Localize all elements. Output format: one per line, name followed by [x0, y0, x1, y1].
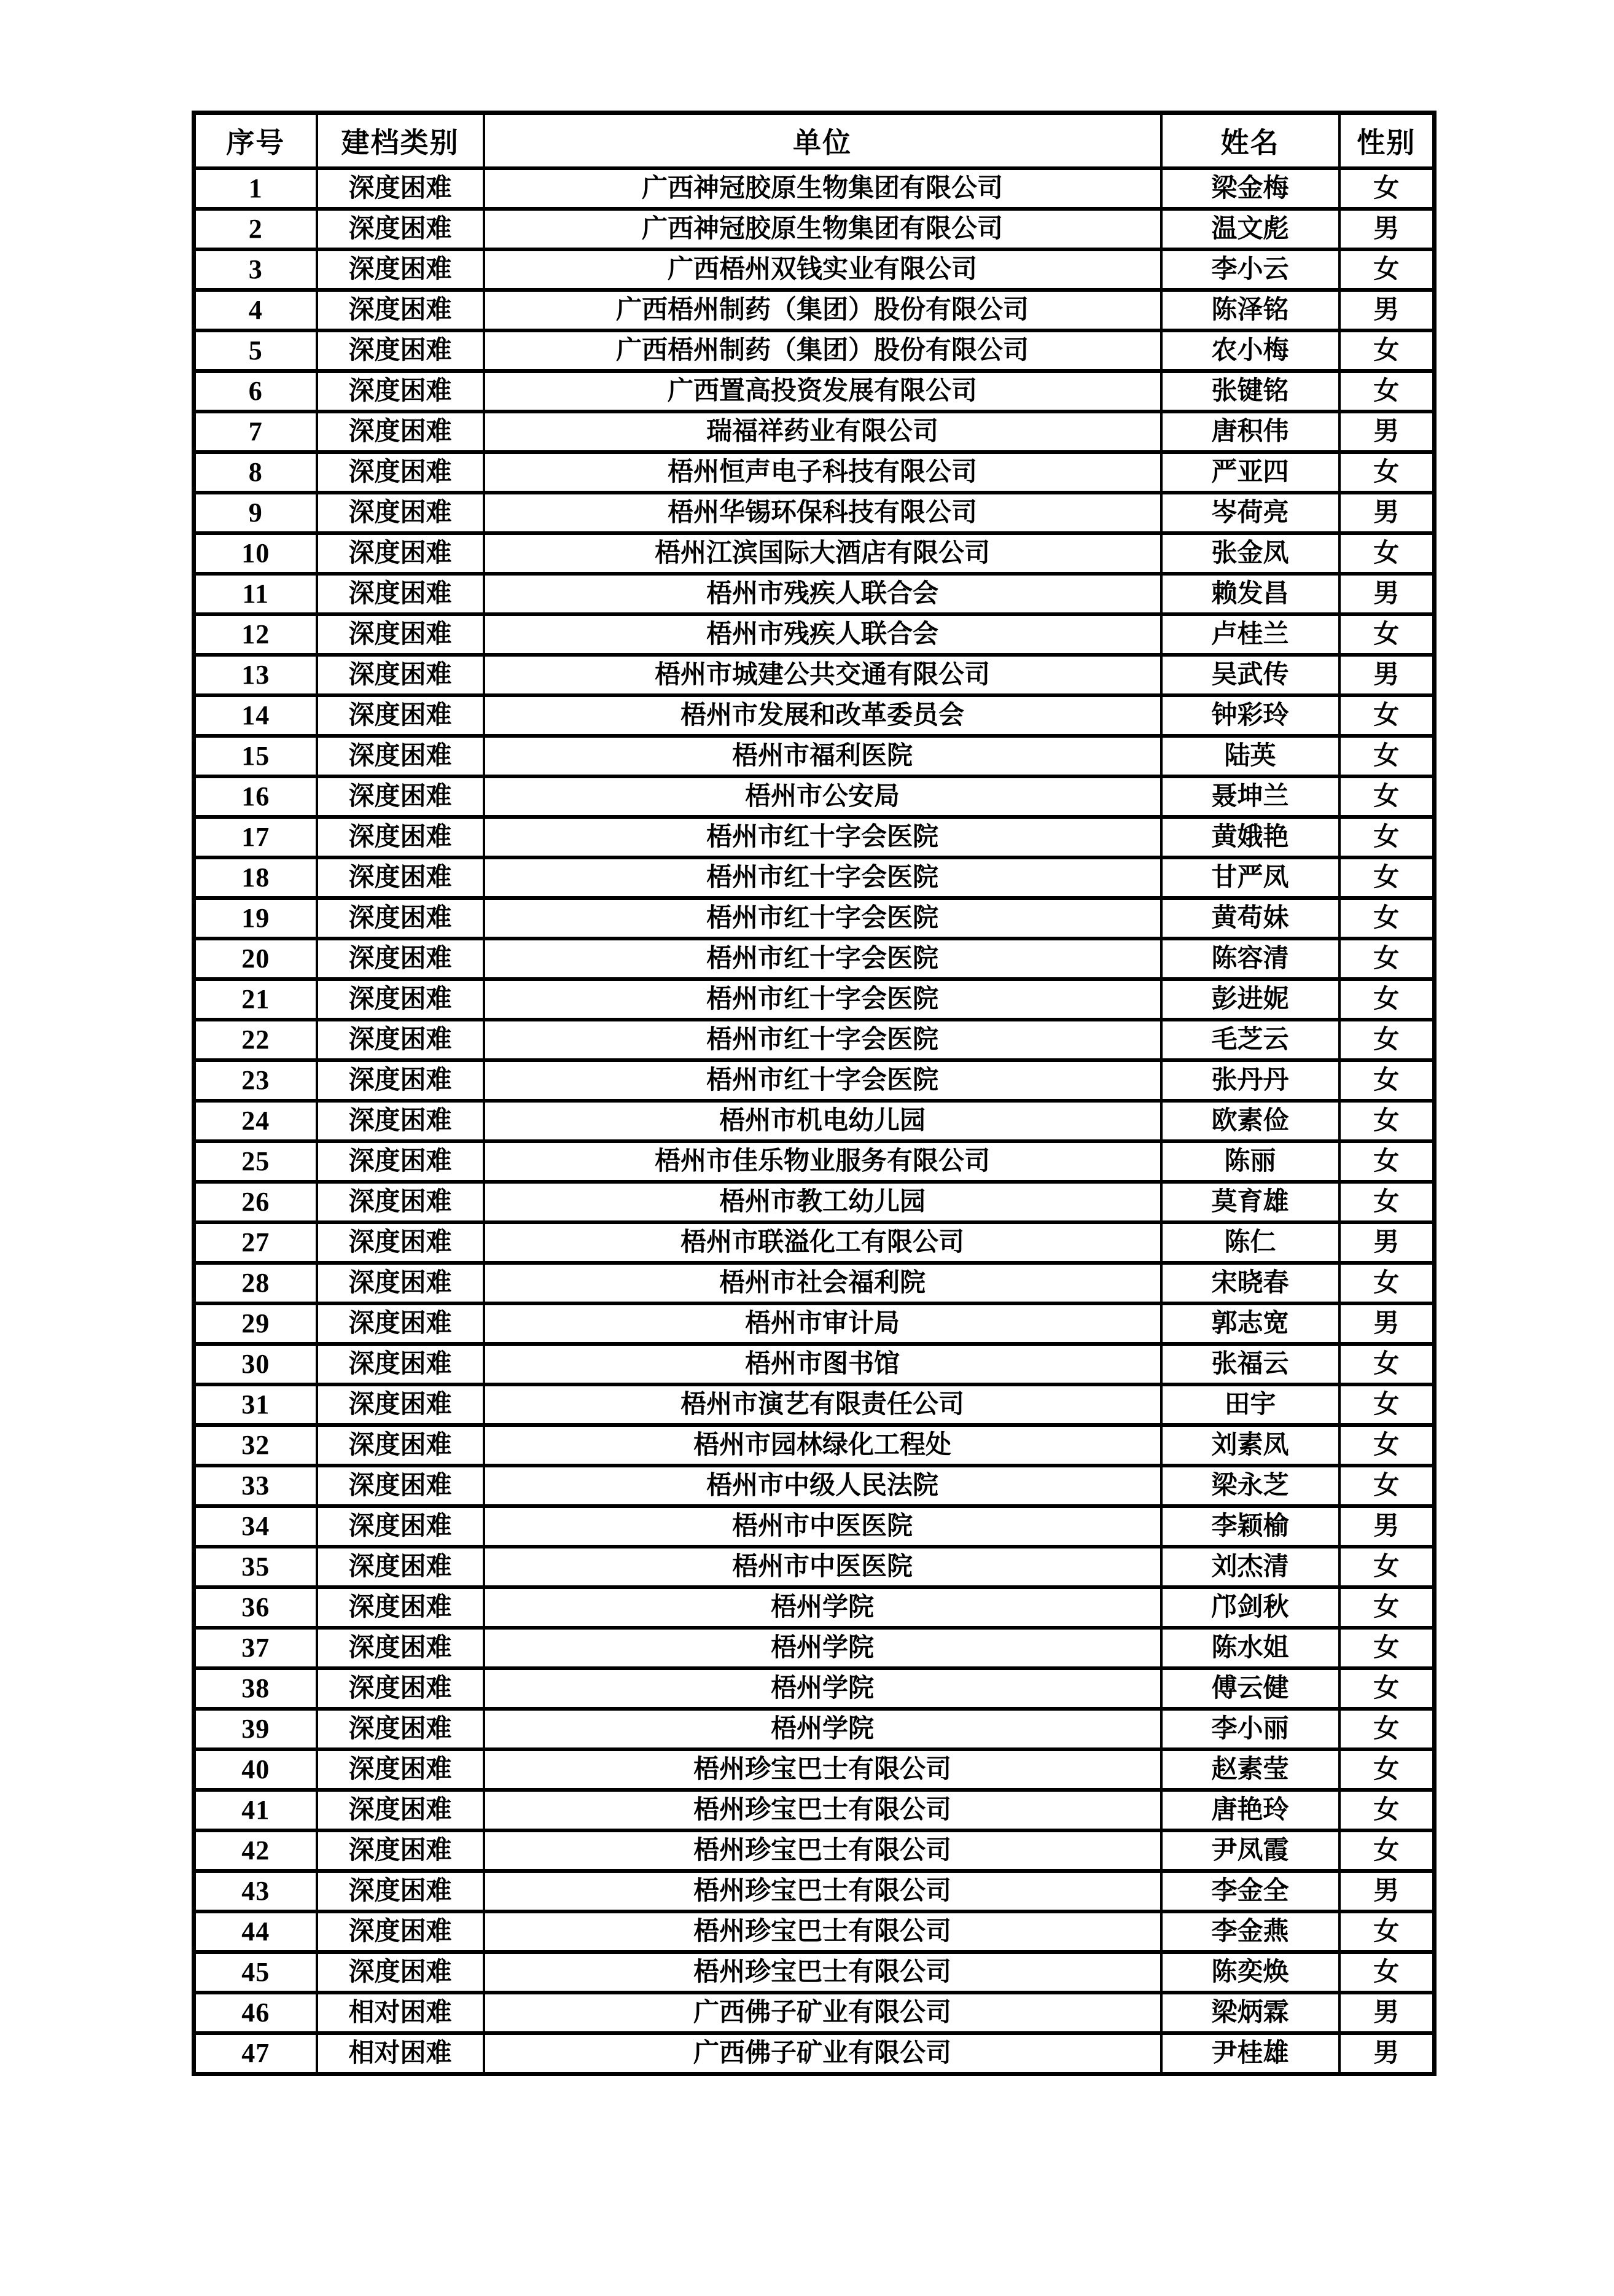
table-row — [194, 736, 1435, 776]
cell-unit: 梧州珍宝巴士有限公司 — [484, 1952, 1161, 1993]
table-row — [194, 371, 1435, 412]
cell-unit: 梧州市园林绿化工程处 — [484, 1425, 1161, 1466]
cell-gender: 女 — [1339, 614, 1435, 655]
table-row — [194, 1303, 1435, 1344]
cell-name: 唐积伟 — [1161, 412, 1339, 452]
cell-gender: 女 — [1339, 452, 1435, 493]
cell-name: 梁炳霖 — [1161, 1993, 1339, 2033]
cell-category: 深度困难 — [317, 1871, 484, 1911]
cell-gender: 女 — [1339, 1587, 1435, 1628]
cell-name: 陈仁 — [1161, 1222, 1339, 1263]
roster-table — [192, 111, 1437, 2076]
table-row — [194, 330, 1435, 371]
cell-gender: 女 — [1339, 1060, 1435, 1101]
cell-name: 张金凤 — [1161, 533, 1339, 574]
table-row — [194, 1182, 1435, 1222]
cell-name: 陆英 — [1161, 736, 1339, 776]
cell-category: 深度困难 — [317, 1425, 484, 1466]
table-row — [194, 533, 1435, 574]
cell-gender: 女 — [1339, 857, 1435, 898]
table-row — [194, 939, 1435, 979]
cell-category: 深度困难 — [317, 452, 484, 493]
cell-category: 深度困难 — [317, 1344, 484, 1384]
cell-unit: 梧州市红十字会医院 — [484, 817, 1161, 857]
cell-unit: 梧州珍宝巴士有限公司 — [484, 1871, 1161, 1911]
cell-unit: 梧州恒声电子科技有限公司 — [484, 452, 1161, 493]
cell-name: 李金全 — [1161, 1871, 1339, 1911]
table-row — [194, 1425, 1435, 1466]
table-row — [194, 655, 1435, 695]
cell-no: 24 — [194, 1101, 317, 1141]
cell-category: 深度困难 — [317, 1547, 484, 1587]
cell-unit: 广西梧州制药（集团）股份有限公司 — [484, 330, 1161, 371]
cell-name: 赵素莹 — [1161, 1749, 1339, 1790]
table-row — [194, 1060, 1435, 1101]
cell-no: 47 — [194, 2033, 317, 2074]
cell-unit: 梧州市福利医院 — [484, 736, 1161, 776]
cell-category: 深度困难 — [317, 1790, 484, 1830]
cell-unit: 梧州市发展和改革委员会 — [484, 695, 1161, 736]
cell-gender: 女 — [1339, 1628, 1435, 1668]
cell-gender: 女 — [1339, 898, 1435, 939]
cell-no: 31 — [194, 1384, 317, 1425]
cell-no: 35 — [194, 1547, 317, 1587]
table-row — [194, 2033, 1435, 2074]
cell-gender: 男 — [1339, 574, 1435, 614]
cell-unit: 广西神冠胶原生物集团有限公司 — [484, 209, 1161, 249]
table-row — [194, 1587, 1435, 1628]
table-row — [194, 1952, 1435, 1993]
cell-name: 陈奕焕 — [1161, 1952, 1339, 1993]
cell-gender: 女 — [1339, 817, 1435, 857]
table-row — [194, 1020, 1435, 1060]
cell-unit: 梧州市联溢化工有限公司 — [484, 1222, 1161, 1263]
cell-gender: 女 — [1339, 1830, 1435, 1871]
cell-no: 15 — [194, 736, 317, 776]
cell-gender: 女 — [1339, 330, 1435, 371]
cell-name: 刘杰清 — [1161, 1547, 1339, 1587]
cell-gender: 女 — [1339, 1263, 1435, 1303]
cell-no: 23 — [194, 1060, 317, 1101]
column-header-name: 姓名 — [1161, 113, 1339, 169]
cell-name: 毛芝云 — [1161, 1020, 1339, 1060]
cell-category: 深度困难 — [317, 1182, 484, 1222]
cell-gender: 男 — [1339, 493, 1435, 533]
column-header-gender: 性别 — [1339, 113, 1435, 169]
cell-name: 吴武传 — [1161, 655, 1339, 695]
cell-unit: 梧州市城建公共交通有限公司 — [484, 655, 1161, 695]
cell-unit: 梧州学院 — [484, 1587, 1161, 1628]
cell-no: 27 — [194, 1222, 317, 1263]
cell-no: 32 — [194, 1425, 317, 1466]
table-row — [194, 574, 1435, 614]
cell-category: 深度困难 — [317, 898, 484, 939]
header-row — [194, 113, 1435, 169]
cell-gender: 女 — [1339, 939, 1435, 979]
cell-unit: 梧州市中医医院 — [484, 1506, 1161, 1547]
cell-category: 深度困难 — [317, 1709, 484, 1749]
cell-no: 37 — [194, 1628, 317, 1668]
cell-name: 陈丽 — [1161, 1141, 1339, 1182]
table-row — [194, 412, 1435, 452]
cell-name: 梁金梅 — [1161, 168, 1339, 209]
table-row — [194, 209, 1435, 249]
cell-name: 莫育雄 — [1161, 1182, 1339, 1222]
cell-category: 深度困难 — [317, 614, 484, 655]
cell-category: 深度困难 — [317, 1101, 484, 1141]
table-row — [194, 493, 1435, 533]
cell-category: 深度困难 — [317, 209, 484, 249]
cell-unit: 广西置高投资发展有限公司 — [484, 371, 1161, 412]
cell-category: 深度困难 — [317, 1628, 484, 1668]
cell-gender: 女 — [1339, 776, 1435, 817]
cell-no: 2 — [194, 209, 317, 249]
cell-name: 赖发昌 — [1161, 574, 1339, 614]
cell-no: 17 — [194, 817, 317, 857]
cell-no: 46 — [194, 1993, 317, 2033]
column-header-unit: 单位 — [484, 113, 1161, 169]
cell-unit: 梧州市审计局 — [484, 1303, 1161, 1344]
cell-name: 黄苟妹 — [1161, 898, 1339, 939]
table-row — [194, 1790, 1435, 1830]
cell-unit: 梧州学院 — [484, 1628, 1161, 1668]
cell-name: 陈容清 — [1161, 939, 1339, 979]
cell-name: 傅云健 — [1161, 1668, 1339, 1709]
cell-no: 13 — [194, 655, 317, 695]
table-row — [194, 695, 1435, 736]
cell-unit: 梧州市图书馆 — [484, 1344, 1161, 1384]
cell-unit: 广西梧州制药（集团）股份有限公司 — [484, 290, 1161, 330]
cell-category: 相对困难 — [317, 2033, 484, 2074]
cell-name: 温文彪 — [1161, 209, 1339, 249]
cell-name: 田宇 — [1161, 1384, 1339, 1425]
cell-category: 深度困难 — [317, 1587, 484, 1628]
cell-no: 12 — [194, 614, 317, 655]
table-row — [194, 1871, 1435, 1911]
cell-category: 深度困难 — [317, 1222, 484, 1263]
table-row — [194, 817, 1435, 857]
cell-no: 19 — [194, 898, 317, 939]
cell-category: 深度困难 — [317, 695, 484, 736]
cell-unit: 梧州珍宝巴士有限公司 — [484, 1911, 1161, 1952]
cell-gender: 女 — [1339, 979, 1435, 1020]
cell-category: 深度困难 — [317, 533, 484, 574]
cell-no: 42 — [194, 1830, 317, 1871]
cell-unit: 梧州市红十字会医院 — [484, 857, 1161, 898]
cell-category: 深度困难 — [317, 290, 484, 330]
cell-name: 唐艳玲 — [1161, 1790, 1339, 1830]
cell-unit: 梧州华锡环保科技有限公司 — [484, 493, 1161, 533]
cell-unit: 梧州市演艺有限责任公司 — [484, 1384, 1161, 1425]
cell-gender: 男 — [1339, 2033, 1435, 2074]
cell-gender: 女 — [1339, 1749, 1435, 1790]
cell-no: 4 — [194, 290, 317, 330]
cell-no: 8 — [194, 452, 317, 493]
cell-category: 深度困难 — [317, 1060, 484, 1101]
cell-unit: 梧州市教工幼儿园 — [484, 1182, 1161, 1222]
cell-name: 农小梅 — [1161, 330, 1339, 371]
cell-name: 聂坤兰 — [1161, 776, 1339, 817]
cell-no: 18 — [194, 857, 317, 898]
table-row — [194, 898, 1435, 939]
table-row — [194, 168, 1435, 209]
table-body — [194, 168, 1435, 2074]
cell-gender: 男 — [1339, 290, 1435, 330]
cell-unit: 梧州市社会福利院 — [484, 1263, 1161, 1303]
cell-category: 深度困难 — [317, 1466, 484, 1506]
cell-name: 钟彩玲 — [1161, 695, 1339, 736]
cell-gender: 女 — [1339, 1952, 1435, 1993]
cell-gender: 女 — [1339, 533, 1435, 574]
cell-category: 深度困难 — [317, 1952, 484, 1993]
cell-unit: 广西佛子矿业有限公司 — [484, 1993, 1161, 2033]
cell-category: 深度困难 — [317, 1263, 484, 1303]
table-row — [194, 1263, 1435, 1303]
cell-category: 深度困难 — [317, 168, 484, 209]
cell-name: 陈水姐 — [1161, 1628, 1339, 1668]
cell-no: 29 — [194, 1303, 317, 1344]
cell-no: 33 — [194, 1466, 317, 1506]
cell-name: 尹凤霞 — [1161, 1830, 1339, 1871]
cell-no: 41 — [194, 1790, 317, 1830]
cell-category: 深度困难 — [317, 574, 484, 614]
cell-gender: 女 — [1339, 371, 1435, 412]
table-row — [194, 1101, 1435, 1141]
cell-category: 深度困难 — [317, 1830, 484, 1871]
cell-gender: 女 — [1339, 1790, 1435, 1830]
cell-category: 深度困难 — [317, 939, 484, 979]
cell-category: 深度困难 — [317, 330, 484, 371]
cell-gender: 女 — [1339, 736, 1435, 776]
table-row — [194, 614, 1435, 655]
cell-unit: 瑞福祥药业有限公司 — [484, 412, 1161, 452]
cell-gender: 女 — [1339, 249, 1435, 290]
cell-category: 深度困难 — [317, 776, 484, 817]
cell-no: 3 — [194, 249, 317, 290]
cell-category: 深度困难 — [317, 1020, 484, 1060]
table-row — [194, 452, 1435, 493]
cell-no: 25 — [194, 1141, 317, 1182]
cell-unit: 梧州市红十字会医院 — [484, 1020, 1161, 1060]
cell-no: 45 — [194, 1952, 317, 1993]
cell-category: 深度困难 — [317, 412, 484, 452]
cell-unit: 梧州学院 — [484, 1709, 1161, 1749]
cell-category: 深度困难 — [317, 736, 484, 776]
cell-category: 深度困难 — [317, 857, 484, 898]
table-row — [194, 1911, 1435, 1952]
table-row — [194, 1506, 1435, 1547]
cell-category: 深度困难 — [317, 979, 484, 1020]
cell-category: 深度困难 — [317, 493, 484, 533]
cell-unit: 梧州市红十字会医院 — [484, 898, 1161, 939]
cell-category: 深度困难 — [317, 1141, 484, 1182]
cell-gender: 女 — [1339, 1911, 1435, 1952]
cell-name: 卢桂兰 — [1161, 614, 1339, 655]
cell-gender: 女 — [1339, 168, 1435, 209]
cell-name: 岑荷亮 — [1161, 493, 1339, 533]
cell-unit: 广西神冠胶原生物集团有限公司 — [484, 168, 1161, 209]
cell-gender: 女 — [1339, 1182, 1435, 1222]
cell-name: 张丹丹 — [1161, 1060, 1339, 1101]
cell-gender: 女 — [1339, 1547, 1435, 1587]
cell-name: 李小云 — [1161, 249, 1339, 290]
table-row — [194, 1668, 1435, 1709]
cell-no: 5 — [194, 330, 317, 371]
cell-name: 邝剑秋 — [1161, 1587, 1339, 1628]
cell-unit: 梧州市公安局 — [484, 776, 1161, 817]
cell-name: 陈泽铭 — [1161, 290, 1339, 330]
cell-no: 14 — [194, 695, 317, 736]
cell-no: 38 — [194, 1668, 317, 1709]
cell-gender: 女 — [1339, 1101, 1435, 1141]
cell-gender: 女 — [1339, 695, 1435, 736]
cell-gender: 男 — [1339, 1222, 1435, 1263]
table-row — [194, 1466, 1435, 1506]
cell-name: 李金燕 — [1161, 1911, 1339, 1952]
cell-no: 22 — [194, 1020, 317, 1060]
cell-gender: 男 — [1339, 1506, 1435, 1547]
cell-no: 40 — [194, 1749, 317, 1790]
cell-unit: 梧州市机电幼儿园 — [484, 1101, 1161, 1141]
cell-no: 20 — [194, 939, 317, 979]
cell-unit: 梧州市红十字会医院 — [484, 939, 1161, 979]
table-row — [194, 1547, 1435, 1587]
cell-name: 彭进妮 — [1161, 979, 1339, 1020]
cell-gender: 男 — [1339, 1993, 1435, 2033]
cell-gender: 女 — [1339, 1020, 1435, 1060]
cell-unit: 梧州市佳乐物业服务有限公司 — [484, 1141, 1161, 1182]
cell-name: 李颖榆 — [1161, 1506, 1339, 1547]
cell-name: 郭志宽 — [1161, 1303, 1339, 1344]
cell-no: 10 — [194, 533, 317, 574]
table-row — [194, 249, 1435, 290]
cell-name: 刘素凤 — [1161, 1425, 1339, 1466]
cell-gender: 男 — [1339, 209, 1435, 249]
cell-unit: 梧州市红十字会医院 — [484, 1060, 1161, 1101]
cell-name: 张键铭 — [1161, 371, 1339, 412]
cell-no: 16 — [194, 776, 317, 817]
table-row — [194, 1384, 1435, 1425]
cell-unit: 梧州市中医医院 — [484, 1547, 1161, 1587]
cell-name: 张福云 — [1161, 1344, 1339, 1384]
table-row — [194, 1141, 1435, 1182]
table-row — [194, 979, 1435, 1020]
cell-gender: 女 — [1339, 1344, 1435, 1384]
cell-unit: 广西佛子矿业有限公司 — [484, 2033, 1161, 2074]
table-row — [194, 1344, 1435, 1384]
cell-name: 尹桂雄 — [1161, 2033, 1339, 2074]
cell-no: 7 — [194, 412, 317, 452]
cell-no: 21 — [194, 979, 317, 1020]
cell-unit: 梧州珍宝巴士有限公司 — [484, 1749, 1161, 1790]
cell-no: 34 — [194, 1506, 317, 1547]
cell-gender: 女 — [1339, 1425, 1435, 1466]
cell-category: 深度困难 — [317, 249, 484, 290]
table-header — [194, 113, 1435, 169]
cell-category: 深度困难 — [317, 817, 484, 857]
cell-unit: 梧州珍宝巴士有限公司 — [484, 1830, 1161, 1871]
cell-name: 梁永芝 — [1161, 1466, 1339, 1506]
cell-gender: 男 — [1339, 1871, 1435, 1911]
cell-no: 9 — [194, 493, 317, 533]
cell-category: 深度困难 — [317, 1911, 484, 1952]
cell-unit: 梧州珍宝巴士有限公司 — [484, 1790, 1161, 1830]
table-row — [194, 1222, 1435, 1263]
cell-no: 43 — [194, 1871, 317, 1911]
cell-unit: 梧州江滨国际大酒店有限公司 — [484, 533, 1161, 574]
cell-name: 宋晓春 — [1161, 1263, 1339, 1303]
cell-category: 深度困难 — [317, 1384, 484, 1425]
cell-no: 39 — [194, 1709, 317, 1749]
cell-category: 深度困难 — [317, 371, 484, 412]
cell-no: 28 — [194, 1263, 317, 1303]
cell-unit: 梧州市红十字会医院 — [484, 979, 1161, 1020]
cell-category: 深度困难 — [317, 1668, 484, 1709]
cell-name: 严亚四 — [1161, 452, 1339, 493]
table-row — [194, 290, 1435, 330]
cell-gender: 男 — [1339, 655, 1435, 695]
column-header-category: 建档类别 — [317, 113, 484, 169]
cell-gender: 女 — [1339, 1668, 1435, 1709]
cell-category: 深度困难 — [317, 1303, 484, 1344]
cell-no: 1 — [194, 168, 317, 209]
table-row — [194, 1749, 1435, 1790]
cell-unit: 梧州市残疾人联合会 — [484, 574, 1161, 614]
cell-category: 深度困难 — [317, 1506, 484, 1547]
cell-unit: 梧州学院 — [484, 1668, 1161, 1709]
cell-unit: 广西梧州双钱实业有限公司 — [484, 249, 1161, 290]
cell-name: 李小丽 — [1161, 1709, 1339, 1749]
cell-gender: 女 — [1339, 1709, 1435, 1749]
column-header-no: 序号 — [194, 113, 317, 169]
table-row — [194, 1709, 1435, 1749]
cell-unit: 梧州市中级人民法院 — [484, 1466, 1161, 1506]
cell-gender: 男 — [1339, 412, 1435, 452]
cell-no: 36 — [194, 1587, 317, 1628]
cell-no: 6 — [194, 371, 317, 412]
cell-category: 深度困难 — [317, 655, 484, 695]
table-row — [194, 776, 1435, 817]
table-row — [194, 1830, 1435, 1871]
cell-name: 甘严凤 — [1161, 857, 1339, 898]
cell-gender: 女 — [1339, 1141, 1435, 1182]
cell-category: 相对困难 — [317, 1993, 484, 2033]
cell-no: 44 — [194, 1911, 317, 1952]
table-row — [194, 857, 1435, 898]
table-row — [194, 1628, 1435, 1668]
cell-no: 26 — [194, 1182, 317, 1222]
table-row — [194, 1993, 1435, 2033]
cell-gender: 女 — [1339, 1384, 1435, 1425]
cell-no: 11 — [194, 574, 317, 614]
cell-name: 黄娥艳 — [1161, 817, 1339, 857]
cell-name: 欧素俭 — [1161, 1101, 1339, 1141]
cell-gender: 男 — [1339, 1303, 1435, 1344]
cell-gender: 女 — [1339, 1466, 1435, 1506]
cell-unit: 梧州市残疾人联合会 — [484, 614, 1161, 655]
cell-category: 深度困难 — [317, 1749, 484, 1790]
cell-no: 30 — [194, 1344, 317, 1384]
